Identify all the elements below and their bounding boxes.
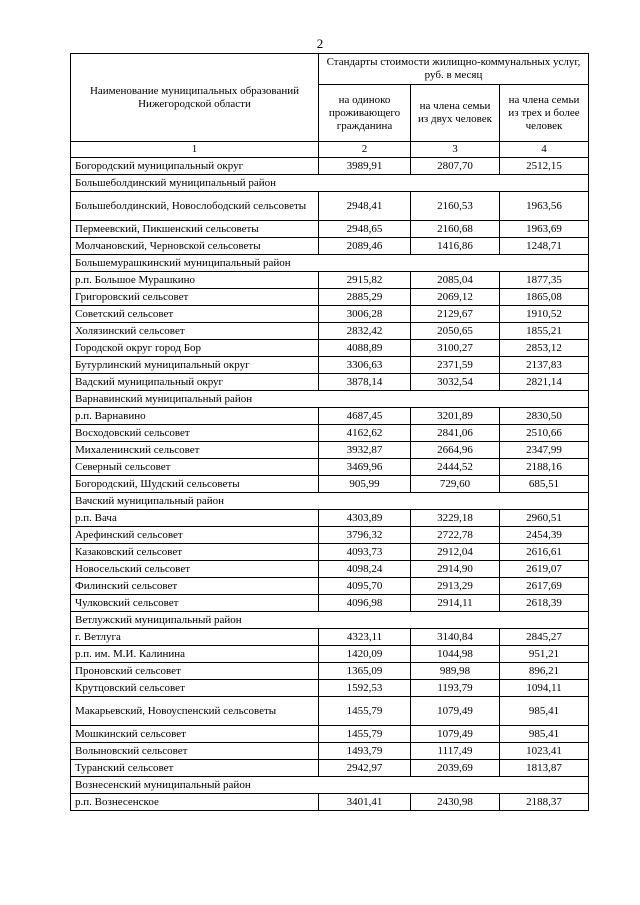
table-row <box>71 476 589 493</box>
single-value: 2885,29 <box>319 289 411 306</box>
single-value: 1592,53 <box>319 680 411 697</box>
two-person-value: 2069,12 <box>411 289 500 306</box>
table-row <box>71 561 589 578</box>
table-row <box>71 374 589 391</box>
three-plus-value: 1963,56 <box>500 192 589 221</box>
three-plus-value: 2188,16 <box>500 459 589 476</box>
column-number: 1 <box>71 142 319 158</box>
three-plus-value: 985,41 <box>500 697 589 726</box>
three-plus-value: 2347,99 <box>500 442 589 459</box>
two-person-value: 2912,04 <box>411 544 500 561</box>
municipality-name: Большеболдинский, Новослободский сельсоветы <box>71 192 319 221</box>
two-person-value: 3100,27 <box>411 340 500 357</box>
two-person-value: 729,60 <box>411 476 500 493</box>
municipality-name: Проновский сельсовет <box>71 663 319 680</box>
single-value: 4303,89 <box>319 510 411 527</box>
municipality-name: Новосельский сельсовет <box>71 561 319 578</box>
municipality-name: Северный сельсовет <box>71 459 319 476</box>
table-row <box>71 663 589 680</box>
table-row <box>71 272 589 289</box>
two-person-value: 2039,69 <box>411 760 500 777</box>
table-row <box>71 306 589 323</box>
column-header-three-plus: на члена семьи из трех и более человек <box>500 85 589 142</box>
single-value: 3006,28 <box>319 306 411 323</box>
two-person-value: 1193,79 <box>411 680 500 697</box>
single-value: 3878,14 <box>319 374 411 391</box>
municipality-name: Чулковский сельсовет <box>71 595 319 612</box>
table-row <box>71 221 589 238</box>
two-person-value: 3201,89 <box>411 408 500 425</box>
municipality-name: Холязинский сельсовет <box>71 323 319 340</box>
three-plus-value: 2618,39 <box>500 595 589 612</box>
municipality-name: Вадский муниципальный округ <box>71 374 319 391</box>
single-value: 2832,42 <box>319 323 411 340</box>
three-plus-value: 2960,51 <box>500 510 589 527</box>
table-row <box>71 459 589 476</box>
table-row <box>71 357 589 374</box>
single-value: 3796,32 <box>319 527 411 544</box>
table-row <box>71 442 589 459</box>
municipality-name: Советский сельсовет <box>71 306 319 323</box>
table-row <box>71 595 589 612</box>
table-row <box>71 646 589 663</box>
two-person-value: 2085,04 <box>411 272 500 289</box>
table-body <box>71 158 589 811</box>
two-person-value: 2050,65 <box>411 323 500 340</box>
two-person-value: 2914,90 <box>411 561 500 578</box>
table-row <box>71 578 589 595</box>
single-value: 4096,98 <box>319 595 411 612</box>
single-value: 3932,87 <box>319 442 411 459</box>
two-person-value: 2807,70 <box>411 158 500 175</box>
three-plus-value: 2454,39 <box>500 527 589 544</box>
three-plus-value: 951,21 <box>500 646 589 663</box>
column-number-row <box>71 142 589 158</box>
three-plus-value: 1023,41 <box>500 743 589 760</box>
single-value: 2089,46 <box>319 238 411 255</box>
three-plus-value: 1094,11 <box>500 680 589 697</box>
municipality-name: Бутурлинский муниципальный округ <box>71 357 319 374</box>
municipality-name: г. Ветлуга <box>71 629 319 646</box>
three-plus-value: 1855,21 <box>500 323 589 340</box>
single-value: 1455,79 <box>319 726 411 743</box>
single-value: 2948,65 <box>319 221 411 238</box>
table-row <box>71 238 589 255</box>
table-row <box>71 425 589 442</box>
two-person-value: 2444,52 <box>411 459 500 476</box>
table-row <box>71 158 589 175</box>
section-name: Вознесенский муниципальный район <box>71 777 589 794</box>
single-value: 4095,70 <box>319 578 411 595</box>
three-plus-value: 985,41 <box>500 726 589 743</box>
three-plus-value: 1248,71 <box>500 238 589 255</box>
municipality-name: Филинский сельсовет <box>71 578 319 595</box>
municipality-name: р.п. Большое Мурашкино <box>71 272 319 289</box>
single-value: 1455,79 <box>319 697 411 726</box>
three-plus-value: 2845,27 <box>500 629 589 646</box>
table-row <box>71 697 589 726</box>
single-value: 4093,73 <box>319 544 411 561</box>
municipality-name: Крутцовский сельсовет <box>71 680 319 697</box>
section-header-row <box>71 493 589 510</box>
section-name: Большеболдинский муниципальный район <box>71 175 589 192</box>
two-person-value: 1079,49 <box>411 726 500 743</box>
two-person-value: 2664,96 <box>411 442 500 459</box>
municipality-name: Пермеевский, Пикшенский сельсоветы <box>71 221 319 238</box>
two-person-value: 2371,59 <box>411 357 500 374</box>
municipality-name: Восходовский сельсовет <box>71 425 319 442</box>
single-value: 2942,97 <box>319 760 411 777</box>
table-row <box>71 726 589 743</box>
two-person-value: 2841,06 <box>411 425 500 442</box>
two-person-value: 2722,78 <box>411 527 500 544</box>
municipality-name: Молчановский, Черновской сельсоветы <box>71 238 319 255</box>
municipality-name: Казаковский сельсовет <box>71 544 319 561</box>
column-header-two-person: на члена семьи из двух человек <box>411 85 500 142</box>
single-value: 4098,24 <box>319 561 411 578</box>
municipality-name: Арефинский сельсовет <box>71 527 319 544</box>
two-person-value: 3032,54 <box>411 374 500 391</box>
section-header-row <box>71 175 589 192</box>
section-name: Ветлужский муниципальный район <box>71 612 589 629</box>
section-header-row <box>71 255 589 272</box>
municipality-name: р.п. Вознесенское <box>71 794 319 811</box>
column-number: 4 <box>500 142 589 158</box>
table-row <box>71 794 589 811</box>
table-row <box>71 760 589 777</box>
table-row <box>71 408 589 425</box>
single-value: 3401,41 <box>319 794 411 811</box>
table-row <box>71 323 589 340</box>
municipality-name: Григоровский сельсовет <box>71 289 319 306</box>
table-row <box>71 289 589 306</box>
two-person-value: 1117,49 <box>411 743 500 760</box>
single-value: 3306,63 <box>319 357 411 374</box>
two-person-value: 1044,98 <box>411 646 500 663</box>
table-row <box>71 192 589 221</box>
single-value: 2948,41 <box>319 192 411 221</box>
three-plus-value: 1963,69 <box>500 221 589 238</box>
two-person-value: 2160,53 <box>411 192 500 221</box>
three-plus-value: 2512,15 <box>500 158 589 175</box>
two-person-value: 2160,68 <box>411 221 500 238</box>
three-plus-value: 2830,50 <box>500 408 589 425</box>
two-person-value: 2430,98 <box>411 794 500 811</box>
municipality-name: р.п. им. М.И. Калинина <box>71 646 319 663</box>
single-value: 4323,11 <box>319 629 411 646</box>
three-plus-value: 2137,83 <box>500 357 589 374</box>
two-person-value: 989,98 <box>411 663 500 680</box>
section-name: Варнавинский муниципальный район <box>71 391 589 408</box>
column-number: 3 <box>411 142 500 158</box>
three-plus-value: 1910,52 <box>500 306 589 323</box>
three-plus-value: 1865,08 <box>500 289 589 306</box>
two-person-value: 2129,67 <box>411 306 500 323</box>
municipality-name: Макарьевский, Новоуспенский сельсоветы <box>71 697 319 726</box>
three-plus-value: 2188,37 <box>500 794 589 811</box>
three-plus-value: 1877,35 <box>500 272 589 289</box>
single-value: 4687,45 <box>319 408 411 425</box>
single-value: 1365,09 <box>319 663 411 680</box>
municipality-name: р.п. Варнавино <box>71 408 319 425</box>
municipality-name: Туранский сельсовет <box>71 760 319 777</box>
table-header <box>71 54 589 158</box>
three-plus-value: 2616,61 <box>500 544 589 561</box>
single-value: 905,99 <box>319 476 411 493</box>
three-plus-value: 896,21 <box>500 663 589 680</box>
section-header-row <box>71 391 589 408</box>
page-number: 2 <box>316 36 324 51</box>
table-row <box>71 743 589 760</box>
column-group-header-standards: Стандарты стоимости жилищно-коммунальных услуг, руб. в месяц <box>319 54 589 85</box>
column-number: 2 <box>319 142 411 158</box>
two-person-value: 2914,11 <box>411 595 500 612</box>
housing-cost-standards-table <box>70 53 589 811</box>
section-header-row <box>71 612 589 629</box>
three-plus-value: 2510,66 <box>500 425 589 442</box>
section-name: Большемурашкинский муниципальный район <box>71 255 589 272</box>
three-plus-value: 1813,87 <box>500 760 589 777</box>
municipality-name: Богородский, Шудский сельсоветы <box>71 476 319 493</box>
table-row <box>71 527 589 544</box>
single-value: 4088,89 <box>319 340 411 357</box>
municipality-name: р.п. Вача <box>71 510 319 527</box>
table-row <box>71 544 589 561</box>
municipality-name: Мошкинский сельсовет <box>71 726 319 743</box>
two-person-value: 1416,86 <box>411 238 500 255</box>
table-row <box>71 680 589 697</box>
table-row <box>71 510 589 527</box>
three-plus-value: 2821,14 <box>500 374 589 391</box>
municipality-name: Михаленинский сельсовет <box>71 442 319 459</box>
table-row <box>71 629 589 646</box>
municipality-name: Богородский муниципальный округ <box>71 158 319 175</box>
two-person-value: 3140,84 <box>411 629 500 646</box>
municipality-name: Городской округ город Бор <box>71 340 319 357</box>
column-header-municipality: Наименование муниципальных образований Нижегородской области <box>71 54 319 142</box>
three-plus-value: 2619,07 <box>500 561 589 578</box>
three-plus-value: 685,51 <box>500 476 589 493</box>
single-value: 3469,96 <box>319 459 411 476</box>
two-person-value: 2913,29 <box>411 578 500 595</box>
single-value: 1420,09 <box>319 646 411 663</box>
single-value: 3989,91 <box>319 158 411 175</box>
column-header-single: на одиноко проживающего гражданина <box>319 85 411 142</box>
municipality-name: Волыновский сельсовет <box>71 743 319 760</box>
section-header-row <box>71 777 589 794</box>
single-value: 4162,62 <box>319 425 411 442</box>
three-plus-value: 2853,12 <box>500 340 589 357</box>
single-value: 1493,79 <box>319 743 411 760</box>
table-row <box>71 340 589 357</box>
single-value: 2915,82 <box>319 272 411 289</box>
section-name: Вачский муниципальный район <box>71 493 589 510</box>
three-plus-value: 2617,69 <box>500 578 589 595</box>
two-person-value: 3229,18 <box>411 510 500 527</box>
two-person-value: 1079,49 <box>411 697 500 726</box>
